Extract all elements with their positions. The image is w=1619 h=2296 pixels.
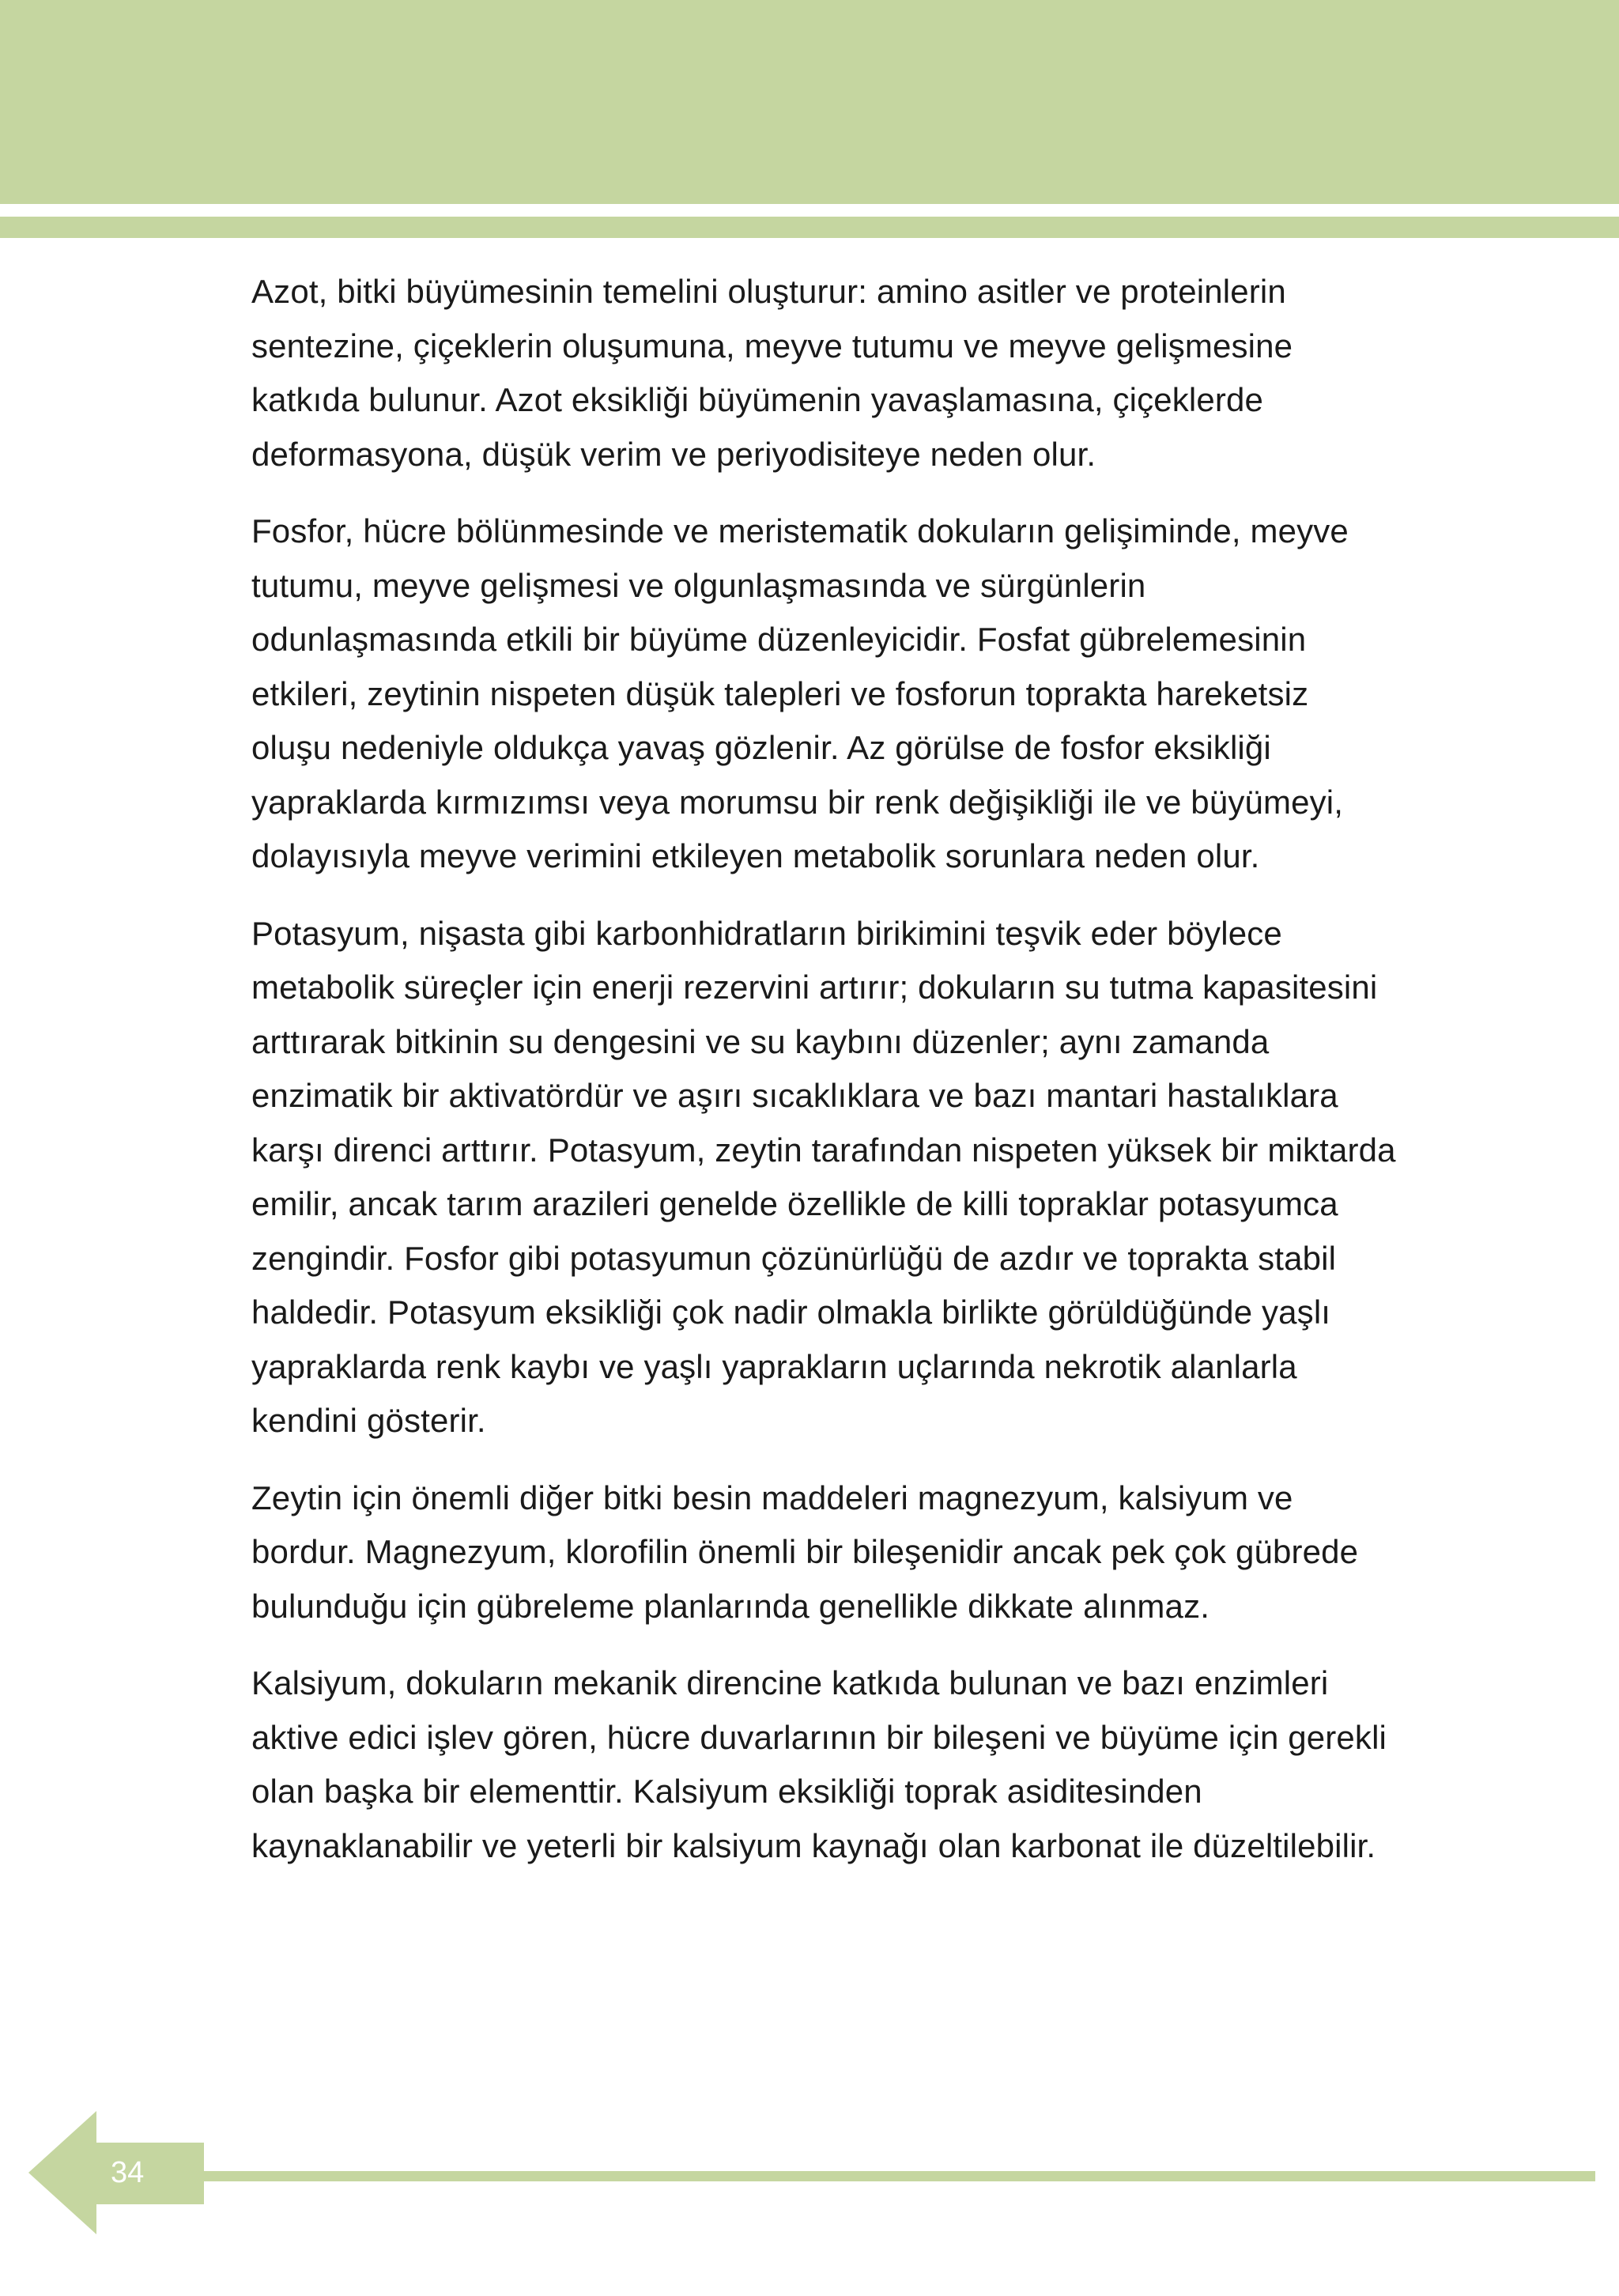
paragraph-other-nutrients: Zeytin için önemli diğer bitki besin maddeleri magnezyum, kalsiyum ve bordur. Magnezyum, klorofilin önemli bir bileşenidir ancak pek çok gübrede bulunduğu için gübreleme planlarında genellikle dikkate alınmaz. <box>251 1478 1359 1625</box>
header-divider <box>0 217 1619 238</box>
body-text <box>251 265 1398 1896</box>
back-arrow-icon <box>28 2111 96 2234</box>
paragraph-calcium: Kalsiyum, dokuların mekanik direncine katkıda bulunan ve bazı enzimleri aktive edici işlev gören, hücre duvarlarının bir bileşeni ve büyüme için gerekli olan başka bir elementtir. Kalsiyum eksikliği toprak asiditesinden kaynaklanabilir ve yeterli bir kalsiyum kaynağı olan karbonat ile düzeltilebilir. <box>251 1664 1387 1864</box>
page-number: 34 <box>111 2156 145 2189</box>
footer-divider <box>202 2171 1595 2181</box>
header-band <box>0 0 1619 204</box>
paragraph-nitrogen: Azot, bitki büyümesinin temelini oluşturur: amino asitler ve proteinlerin sentezine, çiçeklerin oluşumuna, meyve tutumu ve meyve gelişmesine katkıda bulunur. Azot eksikliği büyümenin yavaşlamasına, çiçeklerde deformasyona, düşük verim ve periyodisiteye neden olur. <box>251 273 1293 473</box>
paragraph-phosphorus: Fosfor, hücre bölünmesinde ve meristematik dokuların gelişiminde, meyve tutumu, meyve gelişmesi ve olgunlaşmasında ve sürgünlerin odunlaşmasında etkili bir büyüme düzenleyicidir. Fosfat gübrelemesinin etkileri, zeytinin nispeten düşük talepleri ve fosforun toprakta hareketsiz oluşu nedeniyle oldukça yavaş gözlenir. Az görülse de fosfor eksikliği yapraklarda kırmızımsı veya morumsu bir renk değişikliği ile ve büyümeyi, dolayısıyla meyve verimini etkileyen metabolik sorunlara neden olur. <box>251 512 1349 874</box>
paragraph-potassium: Potasyum, nişasta gibi karbonhidratların birikimini teşvik eder böylece metabolik süreçler için enerji rezervini artırır; dokuların su tutma kapasitesini arttırarak bitkinin su dengesini ve su kaybını düzenler; aynı zamanda enzimatik bir aktivatördür ve aşırı sıcaklıklara ve bazı mantari hastalıklara karşı direnci arttırır. Potasyum, zeytin tarafından nispeten yüksek bir miktarda emilir, ancak tarım arazileri genelde özellikle de killi topraklar potasyumca zengindir. Fosfor gibi potasyumun çözünürlüğü de azdır ve toprakta stabil haldedir. Potasyum eksikliği çok nadir olmakla birlikte görüldüğünde yaşlı yapraklarda renk kaybı ve yaşlı yaprakların uçlarında nekrotik alanlarla kendini gösterir. <box>251 914 1396 1439</box>
